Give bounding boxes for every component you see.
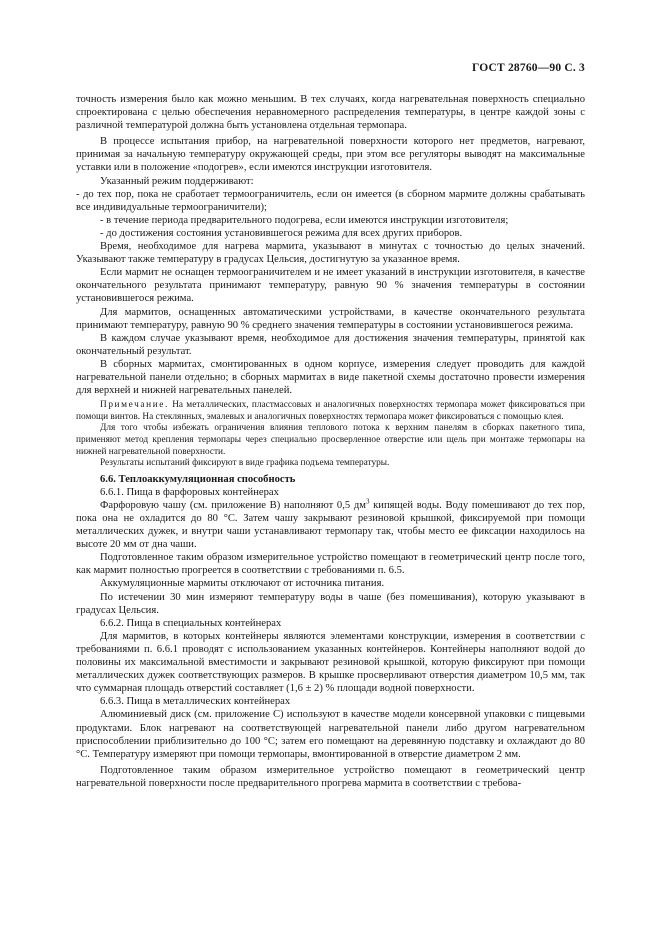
paragraph: В каждом случае указывают время, необходимое для достижения значения температуры, принятой как окончательный результат. [76, 332, 585, 357]
note-label: Примечание. [100, 400, 169, 411]
list-item: - до достижения состояния установившегося режима для всех других приборов. [100, 227, 463, 239]
note-paragraph: Результаты испытаний фиксируют в виде графика подъема температуры. [100, 458, 390, 469]
paragraph: Для мармитов, оснащенных автоматическими устройствами, в качестве окончательного результата принимают температуру, равную 90 % среднего значения температуры в состоянии установившегося режима. [76, 306, 585, 331]
list-item: - до тех пор, пока не сработает термоограничитель, если он имеется (в сборном мармите должны срабатывать все индивидуальные термоограничители); [76, 188, 585, 213]
paragraph: Аккумуляционные мармиты отключают от источника питания. [100, 578, 385, 590]
paragraph: Время, необходимое для нагрева мармита, указывают в минутах с точностью до целых значений. Указывают также температуру в градусах Цельсия, достигнутую за указанное время. [76, 241, 585, 266]
paragraph: В процессе испытания прибор, на нагревательной поверхности которого нет предметов, нагревают, принимая за начальную температуру окружающей среды, при этом все регуляторы выводят на максимальные уставки или в положение «подогрев», если имеются инструкции изготовителя. [76, 136, 585, 174]
paragraph: Указанный режим поддерживают: [100, 175, 254, 187]
paragraph: Если мармит не оснащен термоограничителем и не имеет указаний в инструкции изготовителя, в качестве окончательного результата принимают температуру, равную 90 % значения температуры в состоянии установившегося режима. [76, 267, 585, 305]
paragraph: точность измерения было как можно меньшим. В тех случаях, когда нагревательная поверхность специально спроектирована с целью обеспечения неравномерного распределения температуры, в центре каждой зоны с различной температурой должна быть установлена отдельная термопара. [76, 94, 585, 132]
subsection-heading: 6.6.1. Пища в фарфоровых контейнерах [100, 486, 279, 498]
paragraph: Подготовленное таким образом измерительное устройство помещают в геометрический центр нагревательной поверхности после предварительного прогрева мармита в соответствии с требова- [76, 764, 585, 789]
paragraph: В сборных мармитах, смонтированных в одном корпусе, измерения следует проводить для каждой нагревательной панели отдельно; в сборных мармитах в виде пакетной схемы достаточно провести измерения для верхней и нижней нагревательных панелей. [76, 358, 585, 397]
page-header: ГОСТ 28760—90 С. 3 [472, 62, 585, 74]
list-item: - в течение периода предварительного подогрева, если имеются инструкции изготовителя; [100, 214, 509, 226]
note [76, 400, 585, 423]
document-body [76, 93, 585, 790]
subsection-heading: 6.6.3. Пища в металлических контейнерах [100, 696, 291, 708]
paragraph: По истечении 30 мин измеряют температуру воды в чаше (без помешивания), которую указывают в градусах Цельсия. [76, 591, 585, 616]
paragraph: Подготовленное таким образом измерительное устройство помещают в геометрический центр после того, как мармит полностью прогреется в соответствии с требованиями п. 6.5. [76, 552, 585, 577]
section-heading: 6.6. Теплоаккумуляционная способность [100, 473, 296, 485]
paragraph: Фарфоровую чашу (см. приложение В) наполняют 0,5 $дм^3$ кипящей воды. Воду помешивают до тех пор, пока она не охладится до 80 °С. Затем чашу закрывают резиновой крышкой, фиксируемой при помощи металлических дужек, и внутри чаши устанавливают термопару так, чтобы место ее фиксации находилось на высоте 20 мм от дна чаши. [76, 497, 585, 551]
note-paragraph: Для того чтобы избежать ограничения влияния теплового потока к верхним панелям в сборках пакетного типа, применяют метод крепления термопары через специально просверленное отверстие или щель при монтаже термопары на нижней нагревательной поверхности. [76, 423, 585, 457]
paragraph: Алюминиевый диск (см. приложение С) используют в качестве модели консервной упаковки с пищевыми продуктами. Блок нагревают на соответствующей нагревательной панели либо другом нагревательном приспособлении приблизительно до 100 °С; затем его помещают на деревянную подставку и охлаждают до 80 °С. Температуру измеряют при помощи термопары, вмонтированной в отверстие диаметром 2 мм. [76, 709, 585, 760]
subsection-heading: 6.6.2. Пища в специальных контейнерах [100, 617, 282, 629]
paragraph: Для мармитов, в которых контейнеры являются элементами конструкции, измерения в соответствии с требованиями п. 6.6.1 проводят с использованием указанных контейнеров. Контейнеры наполняют водой до половины их максимальной вместимости и закрывают резиновой крышкой, которую фиксируют при помощи металлических дужек соответствующих размеров. В крышке просверливают отверстия диаметром 10,5 мм, так что суммарная площадь отверстий составляет (1,6 ± 2) % площади водной поверхности. [76, 630, 585, 695]
note-text: На металлических, пластмассовых и аналогичных поверхностях термопара может фиксироваться при помощи винтов. На стеклянных, эмалевых и аналогичных поверхностях термопара может фиксироваться с помощью клея. [76, 400, 585, 422]
